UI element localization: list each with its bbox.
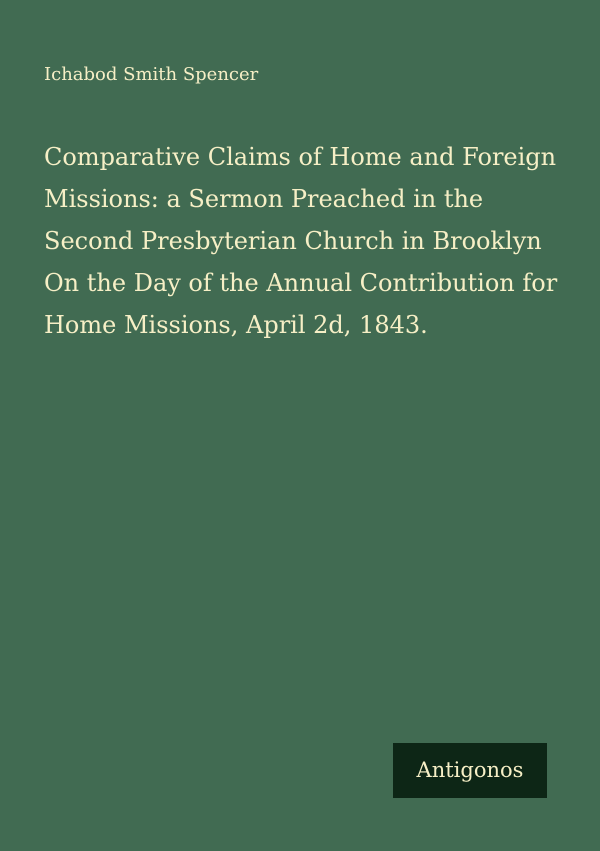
publisher-badge — [393, 743, 547, 798]
author-name: Ichabod Smith Spencer — [44, 64, 259, 85]
book-title: Comparative Claims of Home and Foreign Missions: a Sermon Preached in the Second Presbyterian Church in Brooklyn On the Day of the Annual Contribution for Home Missions, April 2d, 1843. — [44, 143, 558, 339]
publisher-name: Antigonos — [416, 758, 524, 782]
